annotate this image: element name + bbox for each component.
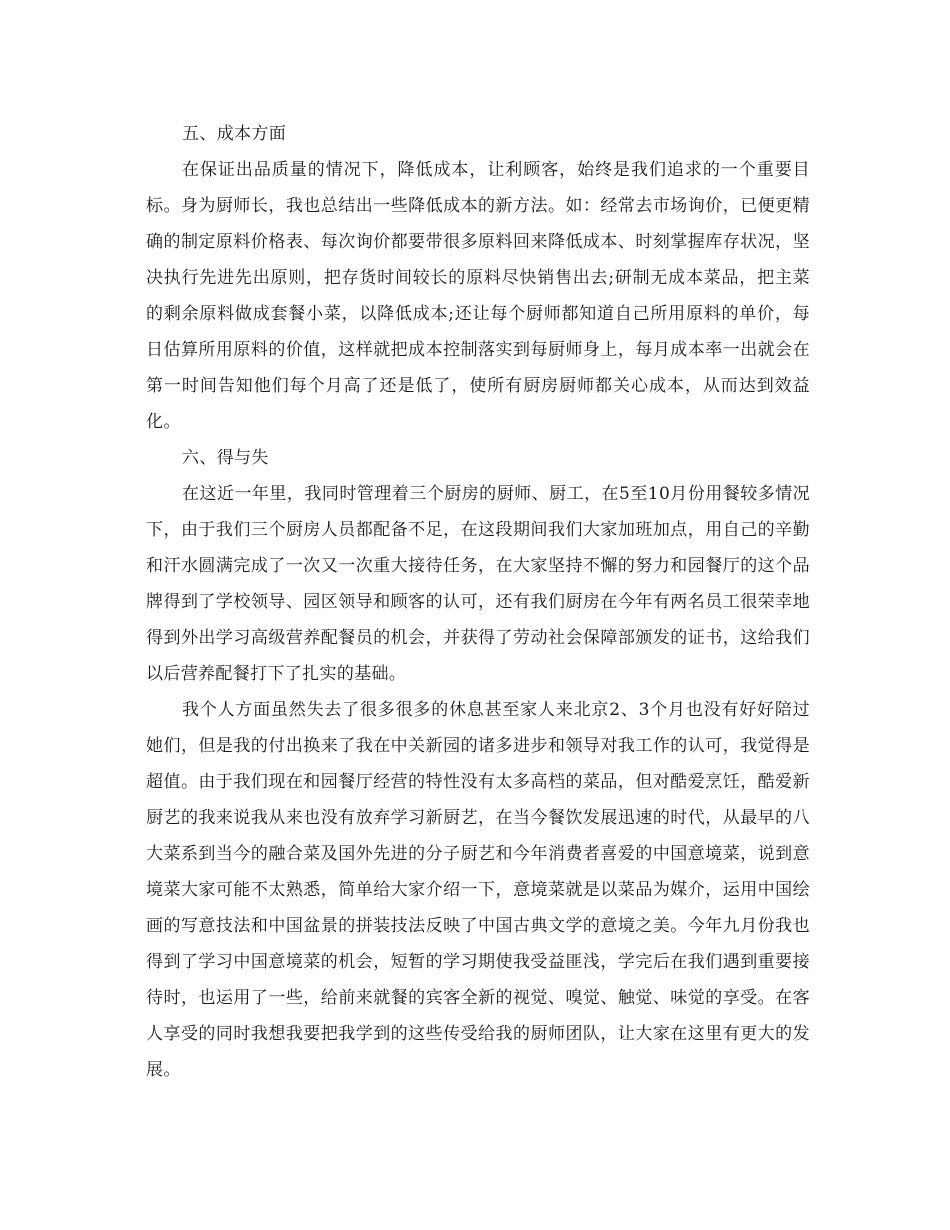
paragraph: 在这近一年里，我同时管理着三个厨房的厨师、厨工，在5至10月份用餐较多情况下，由于我们三个厨房人员都配备不足，在这段期间我们大家加班加点，用自己的辛勤和汗水圆满完成了一次又一次重大接待任务，在大家坚持不懈的努力和园餐厅的这个品牌得到了学校领导、园区领导和顾客的认可，还有我们厨房在今年有两名员工很荣幸地得到外出学习高级营养配餐员的机会，并获得了劳动社会保障部颁发的证书，这给我们以后营养配餐打下了扎实的基础。 bbox=[146, 484, 810, 684]
paragraph: 我个人方面虽然失去了很多很多的休息甚至家人来北京2、3个月也没有好好陪过她们，但是我的付出换来了我在中关新园的诸多进步和领导对我工作的认可，我觉得是超值。由于我们现在和园餐厅经营的特性没有太多高档的菜品，但对酷爱烹饪，酷爱新厨艺的我来说我从来也没有放弃学习新厨艺，在当今餐饮发展迅速的时代，从最早的八大菜系到当今的融合菜及国外先进的分子厨艺和今年消费者喜爱的中国意境菜，说到意境菜大家可能不太熟悉，简单给大家介绍一下，意境菜就是以菜品为媒介，运用中国绘画的写意技法和中国盆景的拼装技法反映了中国古典文学的意境之美。今年九月份我也得到了学习中国意境菜的机会，短暂的学习期使我受益匪浅，学完后在我们遇到重要接待时，也运用了一些，给前来就餐的宾客全新的视觉、嗅觉、触觉、味觉的享受。在客人享受的同时我想我要把我学到的这些传受给我的厨师团队，让大家在这里有更大的发展。 bbox=[146, 700, 810, 1080]
section-heading: 五、成本方面 bbox=[182, 124, 287, 144]
paragraph: 在保证出品质量的情况下，降低成本，让利顾客，始终是我们追求的一个重要目标。身为厨师长，我也总结出一些降低成本的新方法。如：经常去市场询价，已便更精确的制定原料价格表、每次询价都要带很多原料回来降低成本、时刻掌握库存状况，坚决执行先进先出原则，把存货时间较长的原料尽快销售出去;研制无成本菜品，把主菜的剩余原料做成套餐小菜，以降低成本;还让每个厨师都知道自己所用原料的单价，每日估算所用原料的价值，这样就把成本控制落实到每厨师身上，每月成本率一出就会在第一时间告知他们每个月高了还是低了，使所有厨房厨师都关心成本，从而达到效益化。 bbox=[146, 160, 810, 432]
document-body bbox=[146, 116, 810, 1088]
section-cost bbox=[146, 116, 810, 440]
section-heading: 六、得与失 bbox=[182, 448, 269, 468]
section-gains-losses bbox=[146, 440, 810, 1088]
